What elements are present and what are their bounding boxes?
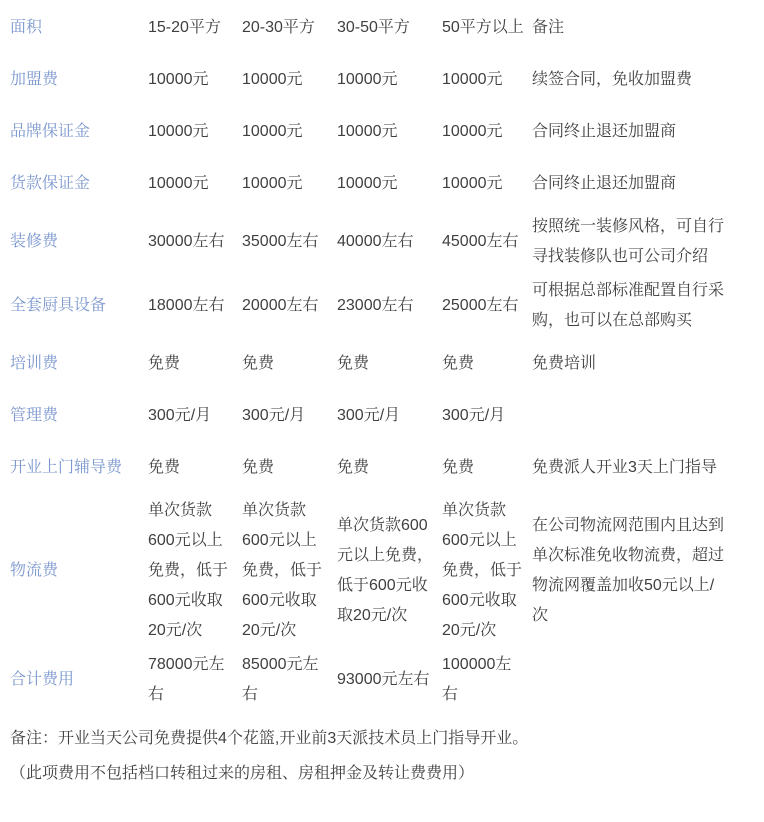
table-row	[10, 390, 764, 442]
franchise-fee-page	[0, 2, 764, 785]
row-value: 免费	[442, 355, 475, 372]
row-remark: 合同终止退还加盟商	[532, 123, 677, 140]
row-value: 300元/月	[442, 407, 506, 424]
table-row	[10, 210, 764, 274]
row-remark: 在公司物流网范围内且达到单次标准免收物流费，超过物流网覆盖加收50元以上/次	[532, 517, 725, 624]
table-row	[10, 494, 764, 648]
row-value: 免费	[337, 355, 370, 372]
row-value: 10000元	[148, 71, 209, 88]
footnote-opening-gift: 备注：开业当天公司免费提供4个花篮,开业前3天派技术员上门指导开业。	[10, 730, 529, 747]
table-row	[10, 106, 764, 158]
table-row	[10, 158, 764, 210]
row-remark: 续签合同，免收加盟费	[532, 71, 693, 88]
row-remark: 可根据总部标准配置自行采购，也可以在总部购买	[532, 282, 725, 329]
row-label: 物流费	[10, 562, 59, 579]
row-label: 培训费	[10, 355, 59, 372]
row-value: 45000左右	[442, 233, 519, 250]
row-value: 23000左右	[337, 297, 414, 314]
row-value: 10000元	[442, 123, 503, 140]
row-value: 100000左右	[442, 656, 512, 703]
row-value: 40000左右	[337, 233, 414, 250]
row-value: 10000元	[337, 175, 398, 192]
row-value: 免费	[242, 355, 275, 372]
header-cell-area: 面积	[10, 19, 43, 36]
table-header-row	[10, 2, 764, 54]
row-label: 管理费	[10, 407, 59, 424]
row-value: 10000元	[242, 175, 303, 192]
row-value: 10000元	[242, 71, 303, 88]
footnotes	[10, 728, 764, 785]
row-value: 10000元	[242, 123, 303, 140]
row-value: 35000左右	[242, 233, 319, 250]
row-label: 装修费	[10, 233, 59, 250]
row-value: 单次货款600元以上免费，低于600元收取20元/次	[242, 502, 323, 639]
row-value: 30000左右	[148, 233, 225, 250]
row-remark	[532, 390, 764, 442]
row-value: 300元/月	[148, 407, 212, 424]
header-cell-size-4: 50平方以上	[442, 19, 524, 36]
row-label: 品牌保证金	[10, 123, 91, 140]
row-value: 10000元	[148, 175, 209, 192]
row-value: 免费	[442, 459, 475, 476]
row-remark: 免费派人开业3天上门指导	[532, 459, 717, 476]
table-row	[10, 338, 764, 390]
franchise-fee-table	[10, 2, 764, 712]
header-cell-size-2: 20-30平方	[242, 19, 315, 36]
row-remark: 免费培训	[532, 355, 597, 372]
row-label: 合计费用	[10, 671, 75, 688]
row-value: 93000元左右	[337, 671, 430, 688]
row-value: 免费	[148, 355, 181, 372]
table-row	[10, 54, 764, 106]
row-remark: 按照统一装修风格，可自行寻找装修队也可公司介绍	[532, 218, 725, 265]
row-label: 货款保证金	[10, 175, 91, 192]
row-value: 10000元	[337, 123, 398, 140]
row-value: 单次货款600元以上免费，低于600元收取20元/次	[337, 517, 434, 624]
row-value: 10000元	[337, 71, 398, 88]
row-value: 免费	[337, 459, 370, 476]
header-cell-remark: 备注	[532, 19, 565, 36]
row-label: 加盟费	[10, 71, 59, 88]
row-value: 10000元	[442, 175, 503, 192]
row-value: 85000元左右	[242, 656, 319, 703]
table-row	[10, 274, 764, 338]
row-value: 免费	[242, 459, 275, 476]
table-row	[10, 648, 764, 712]
row-value: 25000左右	[442, 297, 519, 314]
header-cell-size-1: 15-20平方	[148, 19, 221, 36]
row-value: 10000元	[148, 123, 209, 140]
row-value: 单次货款600元以上免费，低于600元收取20元/次	[442, 502, 523, 639]
footnote-exclusions: （此项费用不包括档口转租过来的房租、房租押金及转让费费用）	[10, 765, 475, 782]
row-value: 18000左右	[148, 297, 225, 314]
row-value: 78000元左右	[148, 656, 225, 703]
row-value: 10000元	[442, 71, 503, 88]
table-row	[10, 442, 764, 494]
row-value: 300元/月	[337, 407, 401, 424]
row-remark: 合同终止退还加盟商	[532, 175, 677, 192]
row-remark	[532, 648, 764, 712]
row-value: 300元/月	[242, 407, 306, 424]
row-label: 全套厨具设备	[10, 297, 107, 314]
row-value: 免费	[148, 459, 181, 476]
row-value: 20000左右	[242, 297, 319, 314]
header-cell-size-3: 30-50平方	[337, 19, 410, 36]
row-value: 单次货款600元以上免费，低于600元收取20元/次	[148, 502, 229, 639]
row-label: 开业上门辅导费	[10, 459, 123, 476]
